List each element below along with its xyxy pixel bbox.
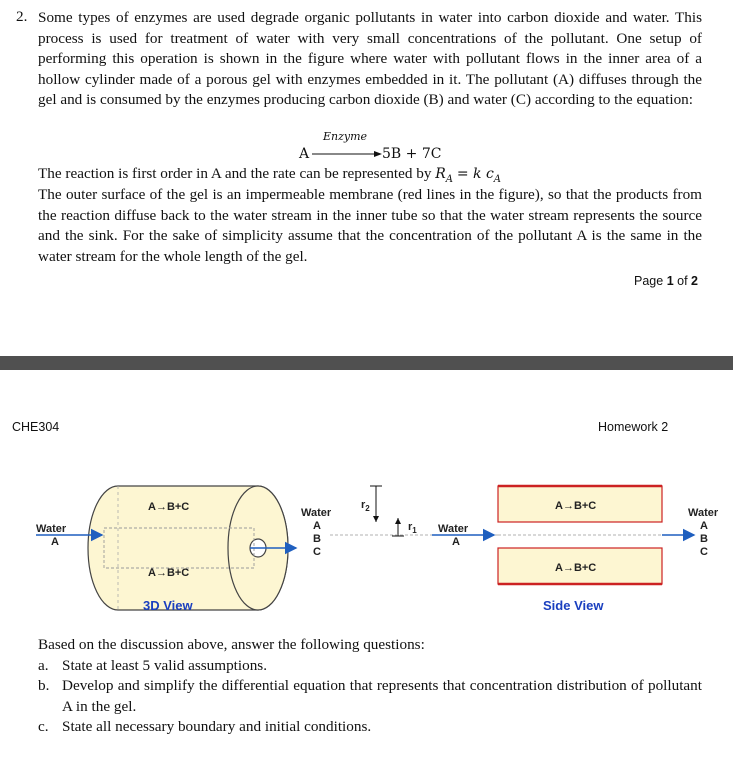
r2-arrow-icon xyxy=(373,516,379,522)
side-view xyxy=(498,486,662,584)
view-side-label: Side View xyxy=(543,598,604,613)
reaction-label-bottom: A→B+C xyxy=(148,567,190,579)
question-item-b xyxy=(38,676,702,717)
rate-symbol: $R_A$ xyxy=(435,166,454,185)
item-text: State at least 5 valid assumptions. xyxy=(62,656,268,674)
question-list xyxy=(38,635,702,738)
reaction-label-top: A→B+C xyxy=(148,501,190,513)
r1-arrow-icon xyxy=(395,518,401,524)
rate-text: The reaction is first order in A and the rate can be represented by xyxy=(38,165,432,182)
species-out-b-side: B xyxy=(700,533,708,545)
water-in-label-side: Water xyxy=(438,523,469,535)
r2-label: $r_2$ xyxy=(361,499,370,513)
item-label: c. xyxy=(38,718,49,735)
question-intro: Some types of enzymes are used degrade organic pollutants in water into carbon dioxide and water. This process is used for treatment of water with very small concentrations of the pollutant. One setup of performing this operation is shown in the figure where water with pollutant flows in the inner area of a hollow cylinder made of a porous gel with enzymes embedded in it. The pollutant (A) diffuses through the gel and is consumed by the enzymes producing carbon dioxide (B) and water (C) according to the equation: xyxy=(38,9,702,108)
water-out-label-side: Water xyxy=(688,507,719,519)
equation-products: 5B + 7C xyxy=(382,146,442,162)
species-out-a-3d: A xyxy=(313,520,321,532)
water-out-label-3d: Water xyxy=(301,507,332,519)
equation-reactant: A xyxy=(299,146,310,162)
species-out-a-side: A xyxy=(700,520,708,532)
cylinder-3d xyxy=(88,486,296,610)
view-3d-label: 3D View xyxy=(143,598,193,613)
rate-rhs: = k $c_A$ xyxy=(456,166,502,185)
item-text: State all necessary boundary and initial conditions. xyxy=(62,718,372,735)
r1-label: $r_1$ xyxy=(408,521,417,535)
page-number: Page 1 of 2 xyxy=(634,274,698,288)
figure xyxy=(0,478,733,623)
water-in-species-side: A xyxy=(452,536,460,548)
side-reaction-top: A→B+C xyxy=(555,500,597,512)
equation-arrow-icon xyxy=(312,148,382,160)
species-out-c-3d: C xyxy=(313,546,321,558)
item-label: a. xyxy=(38,656,49,674)
question-para2: The outer surface of the gel is an impermeable membrane (red lines in the figure), so that the products from the reaction diffuse back to the water stream in the inner tube so that the water stream represents the source and the sink. For the sake of simplicity assume that the concentration of the pollutant A is the same in the water stream for the whole length of the gel. xyxy=(38,186,702,265)
water-in-label: Water xyxy=(36,523,67,535)
water-in-species: A xyxy=(51,536,59,548)
question-item-c xyxy=(38,717,702,738)
equation-catalyst: Enzyme xyxy=(323,130,368,143)
question-lead: Based on the discussion above, answer the following questions: xyxy=(38,636,425,653)
item-text: Develop and simplify the differential equation that represents that concentration distribution of pollutant A in the gel. xyxy=(62,677,702,715)
side-reaction-bottom: A→B+C xyxy=(555,562,597,574)
species-out-c-side: C xyxy=(700,546,708,558)
homework-title: Homework 2 xyxy=(598,420,669,434)
item-label: b. xyxy=(38,677,50,694)
radius-markers xyxy=(330,486,500,536)
page-divider xyxy=(0,356,733,370)
course-code: CHE304 xyxy=(12,420,60,434)
question-item-a xyxy=(38,656,702,677)
question-number: 2. xyxy=(16,8,28,25)
species-out-b-3d: B xyxy=(313,533,321,545)
